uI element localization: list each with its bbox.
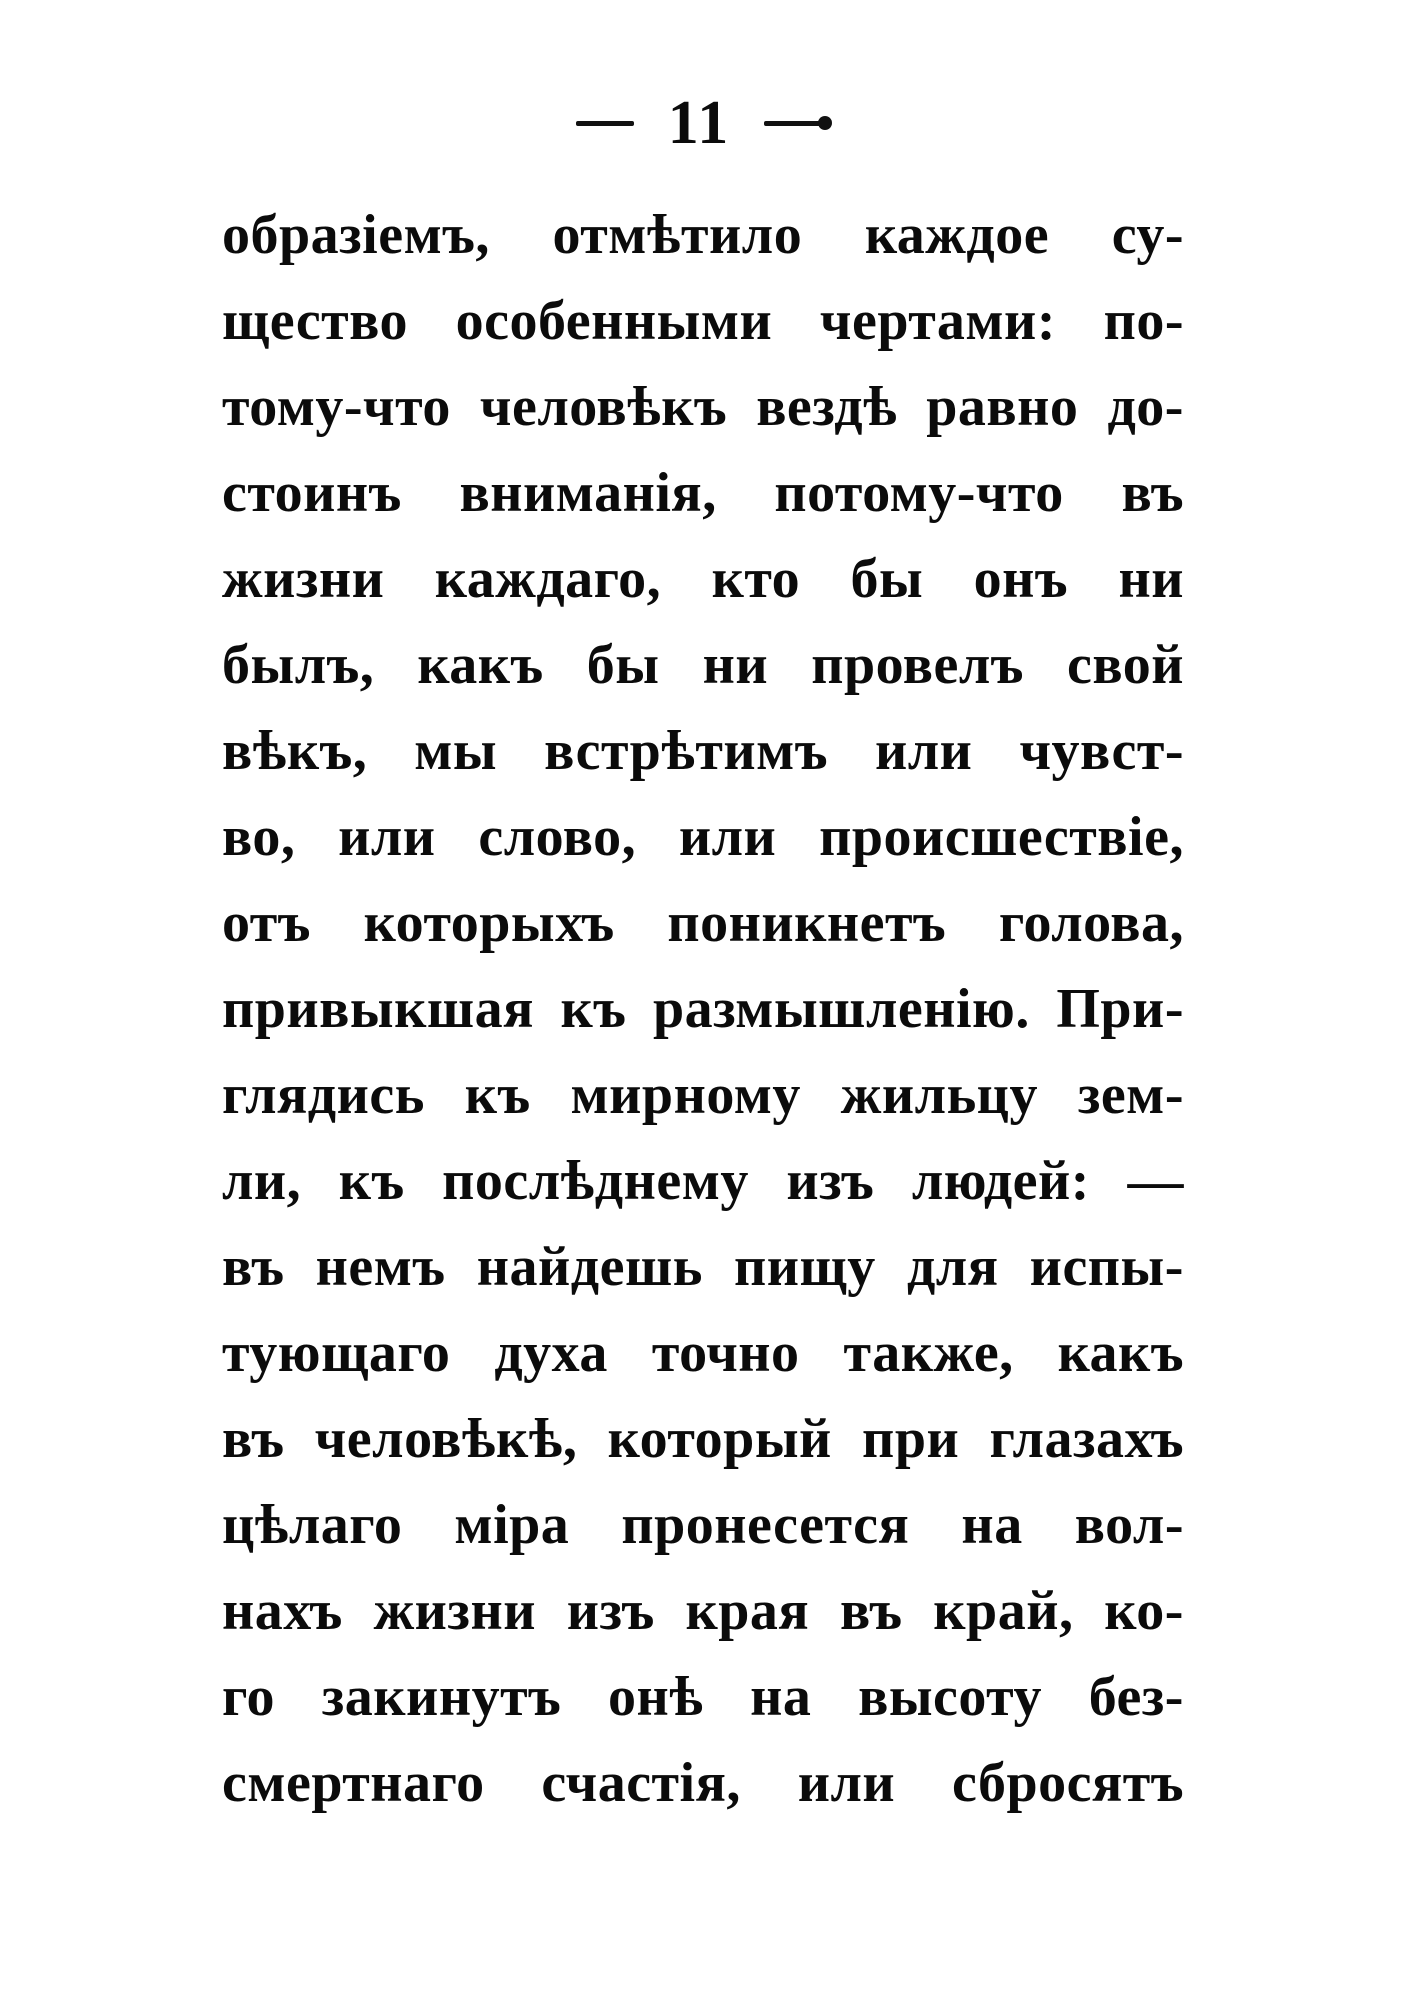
word: мы — [414, 720, 498, 782]
word: во, — [222, 806, 296, 868]
text-line — [222, 1052, 1184, 1138]
word: жизни — [222, 548, 385, 610]
word: бы — [586, 634, 660, 696]
word: точно — [651, 1322, 800, 1384]
word: ли, — [222, 1150, 302, 1212]
word: глядись — [222, 1064, 425, 1126]
text-line — [222, 622, 1184, 708]
word: также, — [843, 1322, 1014, 1384]
word: или — [874, 720, 973, 782]
text-line — [222, 192, 1184, 278]
word: поникнетъ — [667, 892, 947, 954]
word: жильцу — [840, 1064, 1038, 1126]
word: мирному — [570, 1064, 801, 1126]
page-header — [0, 88, 1404, 158]
word: пищу — [734, 1236, 876, 1298]
word: цѣлаго — [222, 1494, 403, 1556]
word: испы- — [1029, 1236, 1184, 1298]
word: человѣкѣ, — [314, 1408, 578, 1470]
word: людей: — [911, 1150, 1090, 1212]
word: немъ — [315, 1236, 446, 1298]
text-line — [222, 966, 1184, 1052]
word: міра — [454, 1494, 570, 1556]
word: свой — [1066, 634, 1184, 696]
word: жизни — [373, 1580, 536, 1642]
word: отъ — [222, 892, 311, 954]
word: ни — [702, 634, 769, 696]
word: голова, — [998, 892, 1184, 954]
left-ornament-dash — [576, 121, 634, 126]
word: края — [685, 1580, 810, 1642]
word: найдешь — [476, 1236, 703, 1298]
word: къ — [464, 1064, 531, 1126]
word: къ — [338, 1150, 405, 1212]
word: по- — [1103, 290, 1184, 352]
word: какъ — [1057, 1322, 1184, 1384]
word: провелъ — [811, 634, 1024, 696]
word: которыхъ — [363, 892, 615, 954]
word: для — [906, 1236, 999, 1298]
text-line — [222, 880, 1184, 966]
word: ни — [1118, 548, 1184, 610]
word: каждаго, — [434, 548, 662, 610]
word: въ — [1121, 462, 1184, 524]
word: потому-что — [774, 462, 1064, 524]
word: въ — [222, 1236, 285, 1298]
text-line — [222, 450, 1184, 536]
word: въ — [222, 1408, 285, 1470]
word: особенными — [455, 290, 773, 352]
word: былъ, — [222, 634, 375, 696]
word: — — [1127, 1150, 1184, 1212]
word: сбросятъ — [951, 1752, 1184, 1814]
text-line — [222, 364, 1184, 450]
word: онъ — [973, 548, 1069, 610]
word: закинутъ — [321, 1666, 562, 1728]
word: счастія, — [541, 1752, 741, 1814]
word: изъ — [786, 1150, 875, 1212]
word: слово, — [478, 806, 637, 868]
word: высоту — [858, 1666, 1042, 1728]
word: или — [338, 806, 436, 868]
word: духа — [494, 1322, 608, 1384]
word: или — [678, 806, 777, 868]
word: онѣ — [607, 1666, 704, 1728]
text-line — [222, 1740, 1184, 1826]
word: щество — [222, 290, 409, 352]
word: пронесется — [621, 1494, 910, 1556]
text-line — [222, 1138, 1184, 1224]
text-line — [222, 1482, 1184, 1568]
word: послѣднему — [442, 1150, 749, 1212]
word: или — [797, 1752, 896, 1814]
text-line — [222, 1310, 1184, 1396]
text-line — [222, 1568, 1184, 1654]
word: глазахъ — [989, 1408, 1184, 1470]
text-line — [222, 708, 1184, 794]
word: который — [607, 1408, 832, 1470]
word: вѣкъ, — [222, 720, 368, 782]
word: чертами: — [819, 290, 1056, 352]
word: край, — [933, 1580, 1074, 1642]
word: человѣкъ — [479, 376, 728, 438]
word: происшествіе, — [819, 806, 1184, 868]
word: без- — [1088, 1666, 1184, 1728]
word: въ — [840, 1580, 903, 1642]
right-ornament-dash — [764, 121, 828, 126]
word: При- — [1056, 978, 1184, 1040]
word: зем- — [1077, 1064, 1184, 1126]
word: размышленію. — [652, 978, 1030, 1040]
word: на — [750, 1666, 812, 1728]
word: до- — [1107, 376, 1184, 438]
word: какъ — [417, 634, 544, 696]
word: образіемъ, — [222, 204, 490, 266]
word: чувст- — [1019, 720, 1184, 782]
text-line — [222, 794, 1184, 880]
word: вниманія, — [459, 462, 717, 524]
word: кто — [711, 548, 801, 610]
word: привыкшая — [222, 978, 534, 1040]
word: ко- — [1104, 1580, 1184, 1642]
word: вол- — [1074, 1494, 1184, 1556]
text-line — [222, 536, 1184, 622]
word: равно — [926, 376, 1079, 438]
word: го — [222, 1666, 276, 1728]
text-line — [222, 278, 1184, 364]
word: изъ — [566, 1580, 655, 1642]
word: къ — [560, 978, 627, 1040]
word: тому-что — [222, 376, 451, 438]
body-text — [222, 192, 1184, 1832]
text-line — [222, 1396, 1184, 1482]
page-number: 11 — [667, 89, 731, 157]
word: вездѣ — [756, 376, 898, 438]
word: отмѣтило — [552, 204, 803, 266]
word: стоинъ — [222, 462, 402, 524]
word: смертнаго — [222, 1752, 485, 1814]
text-line — [222, 1654, 1184, 1740]
word: встрѣтимъ — [544, 720, 828, 782]
word: бы — [850, 548, 924, 610]
text-line — [222, 1224, 1184, 1310]
word: каждое — [864, 204, 1050, 266]
word: нахъ — [222, 1580, 343, 1642]
word: су- — [1111, 204, 1184, 266]
word: на — [961, 1494, 1023, 1556]
word: при — [862, 1408, 960, 1470]
word: тующаго — [222, 1322, 451, 1384]
